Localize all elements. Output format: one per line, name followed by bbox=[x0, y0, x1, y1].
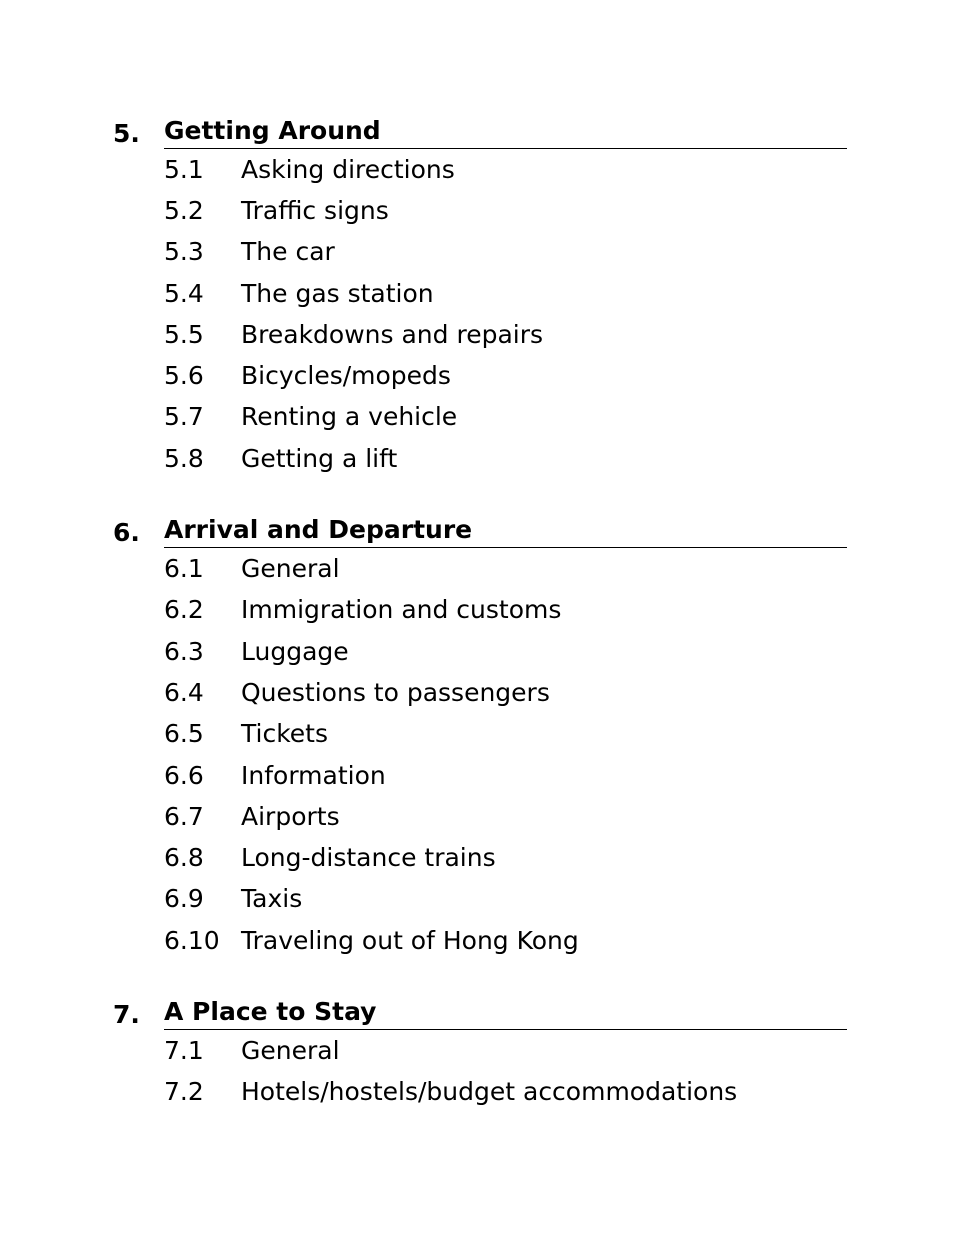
toc-section-arrival-departure bbox=[113, 512, 847, 961]
entry-label: Immigration and customs bbox=[241, 595, 562, 625]
entry-number: 5.1 bbox=[164, 154, 204, 184]
entry-label: Information bbox=[241, 760, 386, 790]
entry-label: Renting a vehicle bbox=[241, 402, 458, 432]
entry-label: Traveling out of Hong Kong bbox=[241, 925, 579, 955]
toc-entry bbox=[164, 190, 847, 231]
section-title: A Place to Stay bbox=[164, 997, 847, 1030]
entry-label: Breakdowns and repairs bbox=[241, 319, 544, 349]
entry-label: General bbox=[241, 554, 340, 584]
entry-number: 6.10 bbox=[164, 925, 220, 955]
toc-entry bbox=[164, 438, 847, 479]
toc-entry bbox=[164, 631, 847, 672]
toc-entry bbox=[164, 232, 847, 273]
entry-number: 5.2 bbox=[164, 195, 204, 225]
entry-number: 7.2 bbox=[164, 1077, 204, 1107]
entry-number: 6.4 bbox=[164, 677, 204, 707]
toc-entry bbox=[164, 1072, 847, 1113]
entry-number: 7.1 bbox=[164, 1035, 204, 1065]
section-title: Arrival and Departure bbox=[164, 515, 847, 548]
entry-number: 6.5 bbox=[164, 719, 204, 749]
toc-entry bbox=[164, 590, 847, 631]
section-item-list bbox=[113, 1030, 847, 1113]
section-heading bbox=[113, 994, 847, 1030]
entry-number: 6.6 bbox=[164, 760, 204, 790]
entry-label: Hotels/hostels/budget accommodations bbox=[241, 1077, 738, 1107]
section-item-list bbox=[113, 149, 847, 479]
toc-entry bbox=[164, 714, 847, 755]
toc-entry bbox=[164, 548, 847, 589]
entry-number: 5.5 bbox=[164, 319, 204, 349]
entry-number: 6.7 bbox=[164, 801, 204, 831]
entry-number: 5.7 bbox=[164, 402, 204, 432]
entry-label: Luggage bbox=[241, 636, 349, 666]
toc-section-getting-around bbox=[113, 113, 847, 479]
toc-entry bbox=[164, 355, 847, 396]
section-number: 6. bbox=[113, 518, 140, 548]
section-title: Getting Around bbox=[164, 116, 847, 149]
entry-label: Airports bbox=[241, 801, 340, 831]
toc-entry bbox=[164, 397, 847, 438]
entry-number: 6.8 bbox=[164, 843, 204, 873]
toc-section-place-to-stay bbox=[113, 994, 847, 1113]
toc-entry bbox=[164, 314, 847, 355]
entry-label: Getting a lift bbox=[241, 443, 398, 473]
section-heading bbox=[113, 113, 847, 149]
entry-label: Tickets bbox=[241, 719, 328, 749]
entry-number: 5.8 bbox=[164, 443, 204, 473]
toc-entry bbox=[164, 273, 847, 314]
entry-number: 6.3 bbox=[164, 636, 204, 666]
entry-label: Traffic signs bbox=[241, 195, 389, 225]
entry-label: Asking directions bbox=[241, 154, 455, 184]
entry-number: 5.3 bbox=[164, 237, 204, 267]
toc-entry bbox=[164, 837, 847, 878]
entry-number: 6.9 bbox=[164, 884, 204, 914]
entry-number: 5.4 bbox=[164, 278, 204, 308]
toc-entry bbox=[164, 755, 847, 796]
section-number: 7. bbox=[113, 1000, 140, 1030]
toc-entry bbox=[164, 920, 847, 961]
entry-label: Bicycles/mopeds bbox=[241, 361, 451, 391]
entry-label: General bbox=[241, 1035, 340, 1065]
entry-label: The gas station bbox=[241, 278, 434, 308]
section-number: 5. bbox=[113, 119, 140, 148]
toc-entry bbox=[164, 672, 847, 713]
entry-label: Taxis bbox=[241, 884, 303, 914]
entry-label: Long-distance trains bbox=[241, 843, 496, 873]
toc-entry bbox=[164, 796, 847, 837]
toc-entry bbox=[164, 1030, 847, 1071]
toc-entry bbox=[164, 149, 847, 190]
toc-entry bbox=[164, 879, 847, 920]
entry-number: 6.1 bbox=[164, 554, 204, 584]
entry-label: The car bbox=[241, 237, 335, 267]
entry-label: Questions to passengers bbox=[241, 677, 550, 707]
section-item-list bbox=[113, 548, 847, 961]
entry-number: 6.2 bbox=[164, 595, 204, 625]
table-of-contents bbox=[113, 113, 847, 1146]
section-heading bbox=[113, 512, 847, 548]
entry-number: 5.6 bbox=[164, 361, 204, 391]
